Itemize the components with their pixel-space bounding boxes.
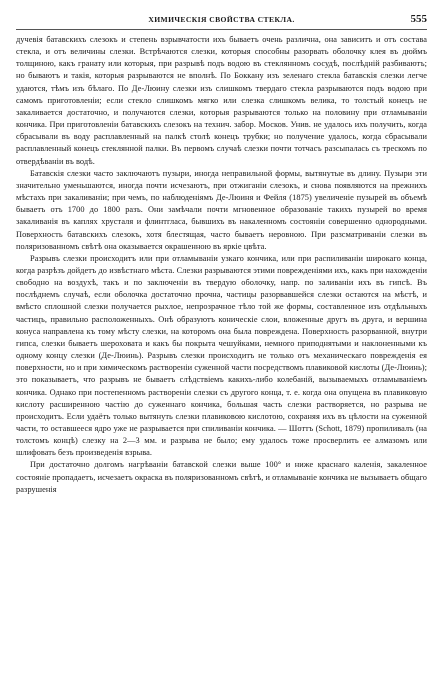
body-text — [16, 34, 427, 496]
page-number: 555 — [410, 13, 427, 25]
paragraph-3: Разрывъ слезки происходитъ или при отламыванiи узкаго кончика, или при распиливанiи широкаго конца, когда разрѣзъ дойдетъ до извѣстнаго мѣста. Слезки разрываются этими поврежденiями ихъ, какъ при нахожденiи свободно на воздухѣ, такъ и по заключенiи въ твердую оболочку, напр. по заливанiи ихъ въ гипсѣ. Въ послѣднемъ случаѣ, если оболочка достаточно прочна, частицы разорвавшейся слезки остаются на мѣстѣ, и вмѣсто сплошной слезки получается рыхлое, непрозрачное тѣло той же формы, составленное изъ отдѣльныхъ частицъ, правильно расположенныхъ. Онѣ образуютъ коническiе слои, вложенные другъ въ друга, и вершина конуса направлена къ тому мѣсту слезки, на которомъ она была повреждена. Поверхность разорванной, внутри гипса, слезки бываетъ шероховата и какъ бы покрыта чешуйками, немного приподнятыми и наклоненными къ одному концу слезки (Де-Люинь). Разрывъ слезки происходитъ не только отъ механическаго поврежденiя ея поверхности, но и при химическомъ растворенiи суженной части посредствомъ плавиковой кислоты (Де-Люинь); это показываетъ, что разрывъ не бываетъ слѣдствiемъ какихъ-либо колебанiй, вызываемыхъ отламыванiемъ кончика. Однако при постепенномъ растворенiи слезки съ другого конца, т. е. когда она опущена въ плавиковую кислоту расширенною частiю до суженнаго кончика, большая часть слезки растворяется, но разрыва не происходитъ. Если удаётъ только вытянуть слезки плавиковою кислотою, сохраняя ихъ въ цѣлости на суженной части, то оставшееся ядро уже не разрывается при спиливанiи кончика. — Шоттъ (Schott, 1879) пропиливалъ (на толстомъ концѣ) слезку на 2—3 мм. и разрыва не было; ему удалось тоже просверлить ее алмазомъ или шлифовать безъ произведенiя взрыва. — [16, 253, 427, 458]
paragraph-2: Батавскiя слезки часто заключаютъ пузыри, иногда неправильной формы, вытянутые въ длину. Пузыри эти значительно уменьшаются, иногда почти исчезаютъ, при отжиганiи слезокъ, и снова появляются на прежнихъ мѣстахъ при закаливанiи; при чемъ, по наблюденiямъ Де-Люиня и Фейля (1875) увеличенiе пузырей въ объемѣ бываетъ отъ 1700 до 1800 разъ. Они замѣчали почти мгновенное образованiе такихъ пузырей во время закаливанiя въ каплях хрусталя и флинтгласа, бывшихъ въ накаленномъ состоянiи совершенно однородными. Поверхность батавскихъ слезокъ, хотя блестящая, часто бываетъ неровною. При разсматриванiи слезки въ поляризованномъ свѣтѣ она оказывается окрашенною въ яркiе цвѣта. — [16, 168, 427, 251]
running-title: ХИМИЧЕСКIЯ СВОЙСТВА СТЕКЛА. — [148, 15, 295, 24]
paragraph-1: дучевiя батавскихъ слезокъ и степень взрывчатости ихъ бываетъ очень различна, она зависитъ и отъ состава стекла, и отъ величины слезки. Встрѣчаются слезки, которыя способны разорвать оболочку клея въ дюймъ толщиною, какъ гранату или которыя, при разрывѣ подъ водою въ стеклянномъ сосудѣ, послѣднiй разбиваютъ; но бываютъ и такiя, которыя разрываются не вполнѣ. По Боккану изъ зеленаго стекла батавскiя слезки легче удаются, тѣмъ изъ бѣлаго. По Де-Люину слезки изъ слишкомъ твердаго стекла разрываются подъ водою при самомъ приготовленiи; если стекло слишкомъ мягко или слезка слишкомъ велика, то толстый конецъ не закаливается достаточно, и получаются слезки, которыя разрываются только на половину при отламыванiи кончика. При приготовленiи батавскихъ слезокъ на технич. забор. Москов. Унив. не удалось ихъ получить, когда сбрасывали въ воду расплавленный на палкѣ столѣ конецъ трубки; но получение удалось, когда сбрасывали расплавленный конецъ стеклянной палки. Въ первомъ случаѣ слезки почти тотчасъ разсыпалась съ трескомъ по отвердѣванiи въ водѣ. — [16, 35, 427, 166]
paragraph-4: При достаточно долгомъ нагрѣванiи батавской слезки выше 100° и ниже краснаго каленiя, закаленное состоянiе пропадаетъ, исчезаетъ окраска въ поляризованномъ свѣтѣ, и отламыванiе кончика не вызываетъ общаго разрушенiя — [16, 460, 427, 494]
page-header — [16, 13, 427, 30]
